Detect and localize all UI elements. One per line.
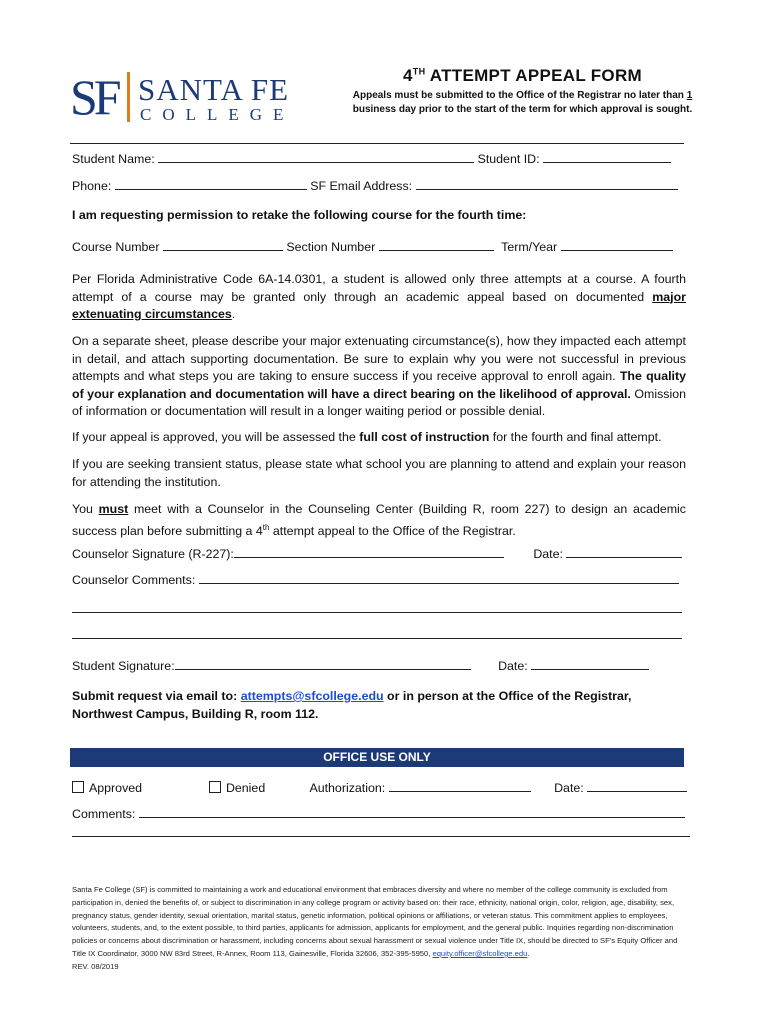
approved-label: Approved <box>89 781 143 795</box>
term-year-field[interactable] <box>561 239 673 251</box>
denied-label: Denied <box>225 781 266 795</box>
paragraph-cost <box>72 429 686 447</box>
submit-email-link[interactable]: attempts@sfcollege.edu <box>240 689 384 703</box>
office-comments-field[interactable] <box>139 806 685 818</box>
counselor-signature-label: Counselor Signature (R-227): <box>72 547 234 561</box>
office-date-field[interactable] <box>587 780 687 792</box>
p3-end: for the fourth and final attempt. <box>489 430 662 444</box>
counselor-comments-label: Counselor Comments: <box>72 573 196 587</box>
paragraph-transient: If you are seeking transient status, please state what school you are planning to attend and explain your reason for attending the institution. <box>72 457 686 489</box>
submit-text-b: or in person at the Office of the Registrar, Northwest Campus, Building R, room 112. <box>72 689 632 721</box>
section-number-field[interactable] <box>379 239 494 251</box>
p2-bold: The quality of your explanation and documentation will have a direct bearing on the likelihood of approval. <box>72 369 686 401</box>
paragraph-instructions <box>72 333 686 421</box>
term-year-label: Term/Year <box>501 240 558 254</box>
p3-text: If your appeal is approved, you will be assessed the <box>72 430 360 444</box>
p2-text: On a separate sheet, please describe your major extenuating circumstance(s), how they impacted each attempt in detail, and attach supporting documentation. Be sure to explain why you were not successful in previous attempts and what steps you are taking to ensure success if you receive approval to enroll again. <box>72 334 686 383</box>
footer-end: . <box>527 948 530 958</box>
office-status-row <box>72 780 687 797</box>
form-title <box>350 66 695 86</box>
authorization-label: Authorization: <box>309 781 386 795</box>
title-sup: TH <box>412 66 426 77</box>
subtitle-line2: business day prior to the start of the term for which approval is sought. <box>352 104 693 115</box>
phone-label: Phone: <box>72 179 112 193</box>
student-id-label: Student ID: <box>477 152 540 166</box>
approved-checkbox[interactable] <box>72 781 84 793</box>
request-heading: I am requesting permission to retake the following course for the fourth time: <box>72 208 527 222</box>
logo-name-line2: COLLEGE <box>140 105 295 124</box>
phone-field[interactable] <box>115 178 307 190</box>
p2-end: Omission of information or documentation will result in a longer waiting period or possible denial. <box>72 386 686 418</box>
p5-b: meet with a Counselor in the Counseling Center (Building R, room 227) to design an academic success plan before submitting a 4 <box>72 502 686 538</box>
submit-text-a: Submit request via email to: <box>72 689 241 703</box>
section-number-label: Section Number <box>286 240 376 254</box>
course-number-label: Course Number <box>72 240 160 254</box>
paragraph-counselor <box>72 501 686 540</box>
office-use-header: OFFICE USE ONLY <box>70 748 684 767</box>
counselor-signature-row <box>72 546 682 563</box>
counselor-signature-field[interactable] <box>234 546 504 558</box>
title-text: ATTEMPT APPEAL FORM <box>425 66 642 85</box>
student-id-field[interactable] <box>543 151 671 163</box>
student-signature-label: Student Signature: <box>72 659 175 673</box>
equity-officer-email-link[interactable]: equity.officer@sfcollege.edu <box>432 948 528 958</box>
denied-checkbox[interactable] <box>209 781 221 793</box>
office-comments-line-2[interactable] <box>72 836 690 837</box>
counselor-date-field[interactable] <box>566 546 682 558</box>
revision-date: REV. 08/2019 <box>72 961 119 971</box>
form-subtitle <box>350 89 695 117</box>
student-date-label: Date: <box>498 659 528 673</box>
student-date-field[interactable] <box>531 658 649 670</box>
header-divider <box>70 143 684 144</box>
student-signature-field[interactable] <box>175 658 471 670</box>
student-signature-row <box>72 658 649 675</box>
title-number: 4 <box>403 66 413 85</box>
paragraph-fac-rule <box>72 271 686 324</box>
counselor-comments-field[interactable] <box>199 572 679 584</box>
p1-end: . <box>231 307 236 321</box>
p1-emphasis: major extenuating circumstances <box>72 289 686 321</box>
counselor-date-label: Date: <box>533 547 563 561</box>
phone-email-row <box>72 178 678 195</box>
student-name-field[interactable] <box>158 151 474 163</box>
santa-fe-college-logo <box>70 69 295 126</box>
course-row <box>72 239 673 256</box>
subtitle-number: 1 <box>686 90 693 101</box>
student-name-label: Student Name: <box>72 152 155 166</box>
logo-name-line1: SANTA FE <box>138 72 290 107</box>
p5-a: You <box>72 502 99 516</box>
p1-text: Per Florida Administrative Code 6A-14.0301, a student is allowed only three attempts at a course. A fourth attempt of a course may be granted only through an academic appeal based on documented <box>72 272 686 304</box>
submit-instructions <box>72 688 686 723</box>
student-name-row <box>72 151 671 168</box>
authorization-field[interactable] <box>389 780 531 792</box>
subtitle-line1: Appeals must be submitted to the Office of the Registrar no later than <box>352 90 687 101</box>
p5-c: attempt appeal to the Office of the Registrar. <box>269 523 516 538</box>
comments-line-2[interactable] <box>72 612 682 613</box>
sf-email-field[interactable] <box>416 178 678 190</box>
comments-line-3[interactable] <box>72 638 682 639</box>
office-comments-label: Comments: <box>72 807 136 821</box>
footer-text: Santa Fe College (SF) is committed to maintaining a work and educational environment that embraces diversity and where no member of the college community is excluded from participation in, denied the benefits of, or subject to discrimination in any college program or activity based on: their race, ethnicity, national origin, color, religion, age, disability, sex, pregnancy status, gender identity, sexual orientation, marital status, genetic information, political opinions or affiliations, or veteran status. This commitment applies to employees, volunteers, students, and, to the extent possible, to third parties, applicants for admission, applicants for employment, and the general public. Inquiries regarding non-discrimination policies or concerns about discrimination or harassment, including concerns about sexual harassment or sexual violence under Title IX, should be directed to SF's Equity Officer and Title IX Coordinator, 3000 NW 83rd Street, R-Annex, Room 113, Gainesville, Florida 32606, 352-395-5950, <box>72 885 678 958</box>
p3-bold: full cost of instruction <box>359 430 490 444</box>
p5-sup: th <box>262 522 270 532</box>
logo-divider <box>127 72 130 122</box>
office-comments-row <box>72 806 685 823</box>
p5-must: must <box>98 502 129 516</box>
office-date-label: Date: <box>554 781 584 795</box>
sf-email-label: SF Email Address: <box>310 179 413 193</box>
non-discrimination-footer <box>72 884 692 974</box>
logo-initials: SF <box>70 69 118 125</box>
counselor-comments-row <box>72 572 679 589</box>
course-number-field[interactable] <box>163 239 283 251</box>
